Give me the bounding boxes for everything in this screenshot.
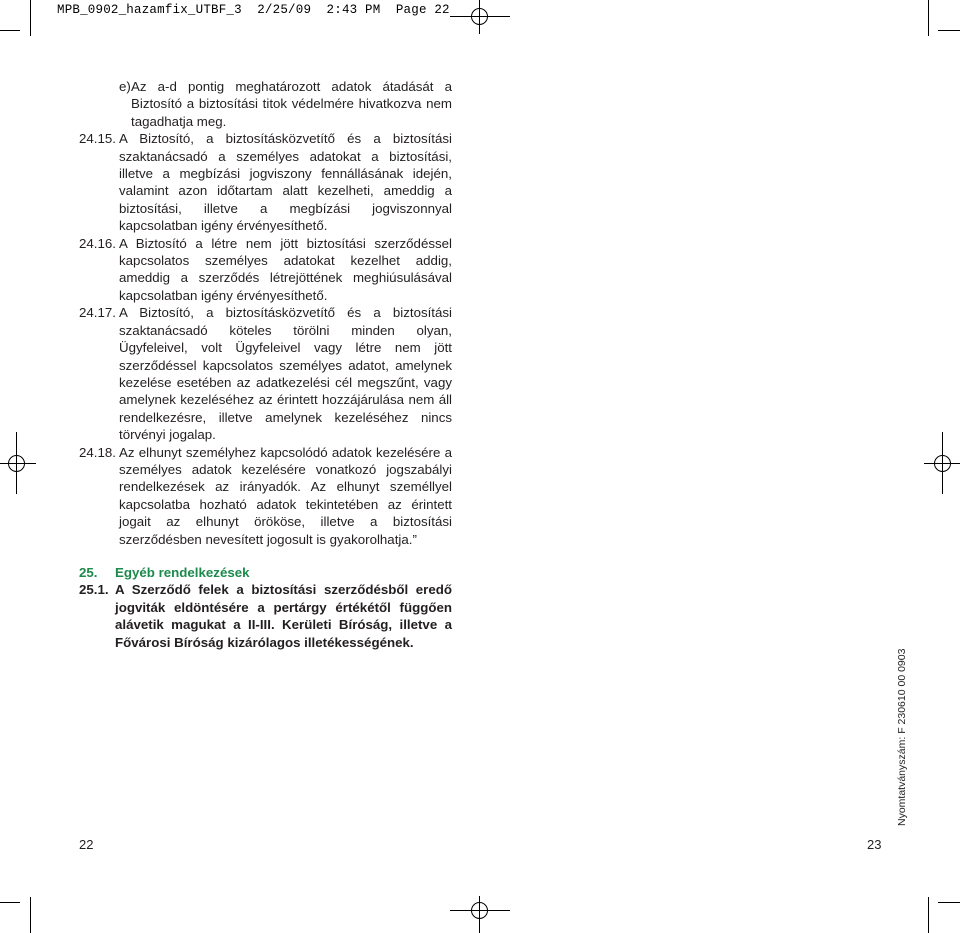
section-24-17 [79,304,452,443]
heading-title: Egyéb rendelkezések [115,564,250,580]
page-number-right: 23 [867,837,882,852]
section-number: 24.17. [79,305,116,321]
section-24-15 [79,130,452,234]
section-24-18 [79,444,452,548]
form-number: Nyomtatványszám: F 230610 00 0903 [896,648,908,826]
section-number: 25.1. [79,582,109,598]
section-25-1 [79,581,452,651]
section-text: A Szerződő felek a biztosítási szerződésből eredő jogviták eldöntésére a pertárgy értékétől függően alávetik magukat a II-III. Kerületi Bíróság, illetve a Fővárosi Bíróság kizárólagos illetékességének. [115,582,452,650]
section-text: A Biztosító, a biztosításközvetítő és a biztosítási szaktanácsadó köteles törölni minden olyan, Ügyfeleivel, volt Ügyfeleivel vagy létre nem jött szerződéssel kapcsolatos személyes adatot, amelynek kezelése esetében az adatkezelési cél megszűnt, vagy amelynek kezeléséhez az érintett hozzájárulása nem áll rendelkezésre, illetve amelynek kezeléséhez nincs törvényi jogalap. [119,305,452,443]
printer-slug: MPB_0902_hazamfix_UTBF_3 2/25/09 2:43 PM Page 22 [57,3,450,17]
section-number: 24.18. [79,444,116,460]
section-text: Az elhunyt személyhez kapcsolódó adatok kezelésére a személyes adatok kezelésére vonatkozó jogszabályi rendelkezések az irányadók. Az elhunyt személlyel kapcsolatba hozható adatok tekintetében az érintett jogait az elhunyt örököse, illetve a biztosítási szerződésben nevesített jogosult is gyakorolhatja.” [119,444,452,547]
section-number: 24.15. [79,131,116,147]
section-text: A Biztosító, a biztosításközvetítő és a biztosítási szaktanácsadó a személyes adatokat a biztosítási, illetve a megbízási jogviszony fennállásának idején, valamint azon időtartam alatt kezelheti, ameddig a biztosítási, illetve a megbízási jogviszonnyal kapcsolatban igény érvényesíthető. [119,131,452,234]
clause-label: e) [119,79,131,94]
clause-e [79,78,452,130]
section-24-16 [79,235,452,305]
text-column [79,78,452,651]
page-number-left: 22 [79,837,94,852]
section-text: A Biztosító a létre nem jött biztosítási szerződéssel kapcsolatos személyes adatokat kezelhet addig, ameddig a szerződés létrejöttének meghiúsulásával kapcsolatban igény érvényesíthető. [119,235,452,303]
section-number: 24.16. [79,235,116,251]
heading-number: 25. [79,564,98,580]
section-heading [79,564,452,581]
clause-text: Az a-d pontig meghatározott adatok átadását a Biztosító a biztosítási titok védelmére hivatkozva nem tagadhatja meg. [131,79,452,129]
